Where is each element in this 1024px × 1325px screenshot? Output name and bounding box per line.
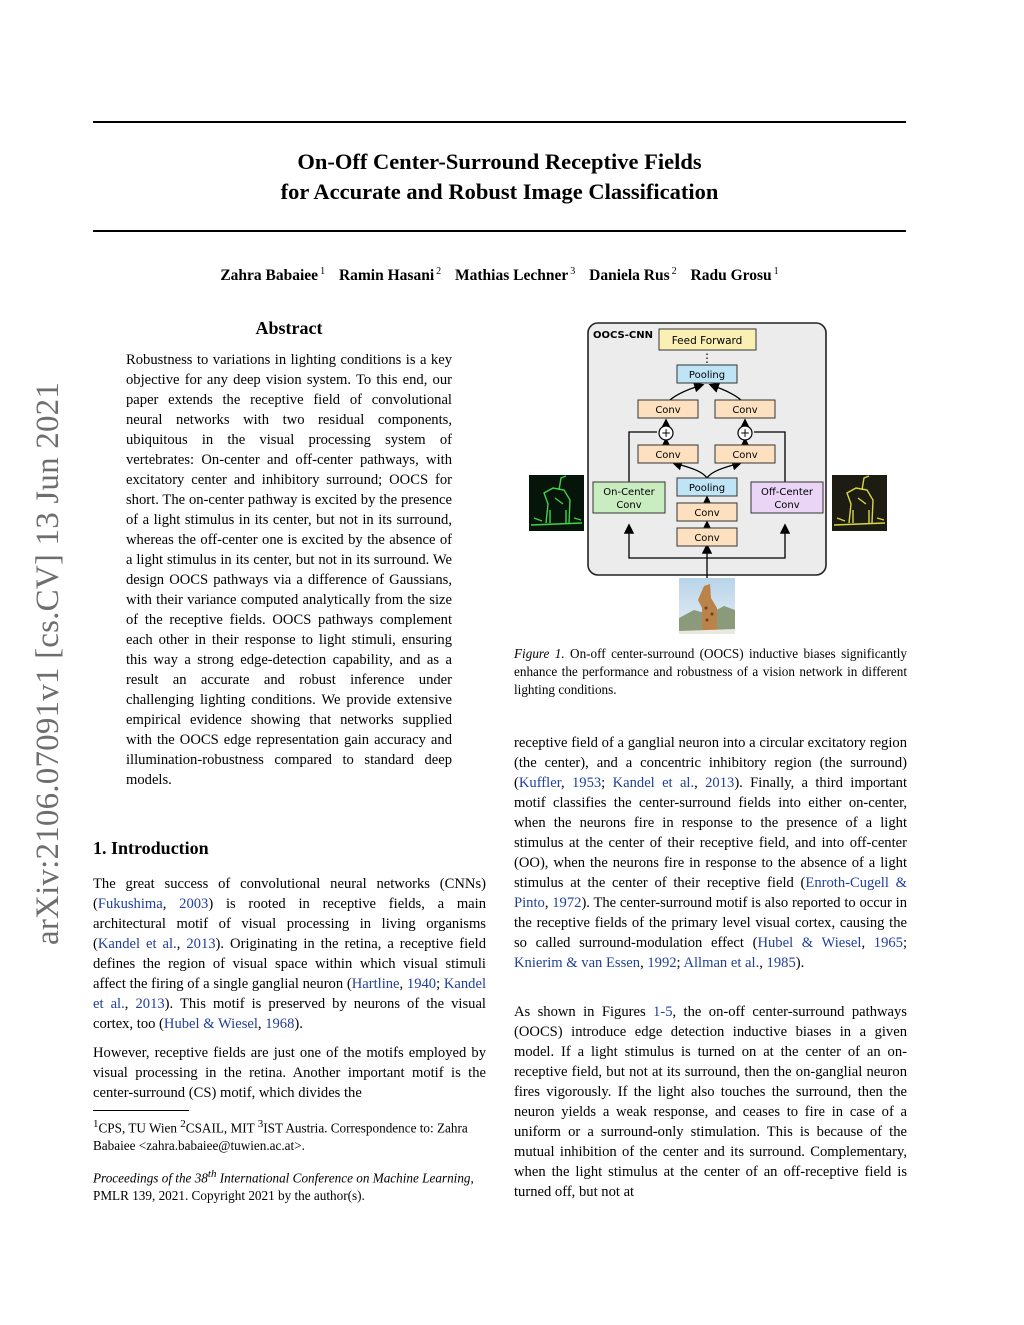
citation-link[interactable]: Allman et al. [683,955,760,971]
citation-link[interactable]: 2003 [179,896,209,912]
feed-forward-label: Feed Forward [671,335,743,347]
right-paragraph-2: As shown in Figures 1-5, the on-off center-surround pathways (OOCS) introduce edge detection inductive biases in a given model. If a light stimulus is turned on at the center of an on-receptive field, but not at its surround, then the on-ganglial neuron fires vigorously. If the light also touches the surround, then the neuron yields a weak response, and ceases to fire in case of a uniform or a surround-only stimulation. This is because of the mutual inhibition of the center and its surround. Complementary, when the light stimulus at the center of an off-receptive field is turned off, but not at [514,1004,907,1200]
paper-title [93,147,906,207]
arxiv-identifier: arXiv:2106.07091v1 [cs.CV] 13 Jun 2021 [30,381,66,945]
citation-link[interactable]: 1972 [552,895,582,911]
citation-link[interactable]: Hubel & Wiesel [757,935,862,951]
citation-link[interactable]: 1985 [766,955,796,971]
citation-link[interactable]: Kuffler [518,775,561,791]
conv-center-lower-label: Conv [694,533,720,544]
citation-link[interactable]: Enroth-Cugell & Pinto [514,875,907,911]
on-center-output-image [529,475,584,531]
figure-1 [514,318,907,640]
conv-center-upper-label: Conv [694,508,720,519]
oocs-cnn-label: OOCS-CNN [593,330,653,341]
citation-link[interactable]: Fukushima [97,896,163,912]
citation-link[interactable]: 1968 [265,1016,295,1032]
figure-reference-link[interactable]: 1-5 [653,1004,673,1020]
intro-paragraph-2: However, receptive fields are just one of the motifs employed by visual processing in the retina. Another important motif is the center-surround (CS) motif, which divides the [93,1045,486,1101]
author-name: Ramin Hasani [338,267,435,285]
plus-icon: + [739,426,751,440]
abstract-text: Robustness to variations in lighting conditions is a key objective for any deep vision system. To this end, our paper extends the receptive field of convolutional neural networks with two residual components, ubiquitous in the visual processing system of vertebrates: On-center and off-center pathways, with excitatory center and inhibitory surround; OOCS for short. The on-center pathway is excited by the presence of a light stimulus in its center, but not in its surround, whereas the off-center one is excited by the absence of a light stimulus in its center, but not in its surround. We design OOCS pathways via a difference of Gaussians, with their variance computed analytically from the size of the receptive fields. OOCS pathways complement each other in their response to light stimuli, ensuring this way a strong edge-detection capability, and as a result an accurate and robust inference under challenging lighting conditions. We provide extensive empirical evidence showing that networks supplied with the OOCS edge representation gain accuracy and illumination-robustness compared to standard deep models. [126,352,452,788]
citation-link[interactable]: 1965 [873,935,903,951]
citation-link[interactable]: Knierim & van Essen [514,955,641,971]
citation-link[interactable]: 1940 [406,976,437,992]
pooling-top-label: Pooling [688,370,726,381]
title-line-2: for Accurate and Robust Image Classification [280,179,719,204]
right-paragraph-1: receptive field of a ganglial neuron into a circular excitatory region (the center), and a concentric inhibitory region (the surround) (Kuffler, 1953; Kandel et al., 2013). Finally, a third important motif classifies the center-surround fields into either on-center, when the neurons fire in response to the presence of a light stimulus at the center of their receptive field, and into off-center (OO), when the neurons fire in response to the absence of a light stimulus at the center of their receptive field (Enroth-Cugell & Pinto, 1972). The center-surround motif is also reported to occur in the receptive fields of the primary level visual cortex, causing the so called surround-modulation effect (Hubel & Wiesel, 1965; Knierim & van Essen, 1992; Allman et al., 1985). [514,735,908,971]
citation-link[interactable]: Kandel et al. [97,936,177,952]
title-line-1: On-Off Center-Surround Receptive Fields [297,149,702,174]
author-affiliation: 2 [436,266,442,277]
oocs-cnn-diagram [514,318,907,640]
input-giraffe-image [679,578,735,634]
citation-link[interactable]: 2013 [705,775,735,791]
plus-icon: + [660,426,672,440]
abstract-heading: Abstract [255,318,323,338]
pooling-mid-label: Pooling [688,483,726,494]
off-center-conv-label: Conv [774,500,800,511]
author-affiliation: 2 [671,266,677,277]
author-affiliation: 1 [320,266,326,277]
citation-link[interactable]: 1953 [571,775,602,791]
section-heading-introduction: 1. Introduction [93,838,209,858]
ellipsis-dots: ⋮ [701,351,713,365]
intro-paragraph-1: The great success of convolutional neural networks (CNNs) (Fukushima, 2003) is rooted in receptive fields, a main architectural motif of visual processing in living organisms (Kandel et al., 2013). Originating in the retina, a receptive field defines the region of visual space within which visual stimuli affect the firing of a single ganglial neuron (Hartline, 1940; Kandel et al., 2013). This motif is preserved by neurons of the visual cortex, too (Hubel & Wiesel, 1968). [93,876,487,1032]
figure-1-caption: Figure 1. On-off center-surround (OOCS) inductive biases significantly enhance the performance and robustness of a vision network in different lighting conditions. [514,646,907,697]
author-name: Radu Grosu [690,267,772,285]
on-center-label: On-Center [603,487,655,498]
on-center-conv-label: Conv [616,500,642,511]
citation-link[interactable]: Kandel et al. [93,976,487,1012]
affiliation-footnote: $^1$CPS, TU Wien $^2$CSAIL, MIT $^3$IST Austria. Correspondence to: Zahra Babaiee <zahra.babaiee@tuwien.ac.at>. [93,1118,468,1154]
author-name: Mathias Lechner [455,267,569,285]
off-center-output-image [832,475,887,531]
author-name: Zahra Babaiee [220,267,319,285]
conv-right-top-label: Conv [732,405,758,416]
conv-left-mid-label: Conv [655,450,681,461]
conv-right-mid-label: Conv [732,450,758,461]
off-center-label: Off-Center [760,487,814,498]
citation-link[interactable]: Kandel et al. [612,775,695,791]
conv-left-top-label: Conv [655,405,681,416]
proceedings-note: Proceedings of the 38th International Conference on Machine Learning, PMLR 139, 2021. Copyright 2021 by the author(s). [93,1168,474,1204]
title-top-rule [93,121,906,123]
footnote-rule [93,1110,189,1111]
citation-link[interactable]: Hubel & Wiesel [163,1016,258,1032]
title-bottom-rule [93,230,906,232]
citation-link[interactable]: 2013 [135,996,165,1012]
citation-link[interactable]: Hartline [351,976,400,992]
author-affiliation: 1 [773,266,779,277]
citation-link[interactable]: 1992 [647,955,677,971]
author-name: Daniela Rus [589,267,670,285]
author-list [93,266,906,285]
citation-link[interactable]: 2013 [186,936,216,952]
author-affiliation: 3 [570,266,576,277]
